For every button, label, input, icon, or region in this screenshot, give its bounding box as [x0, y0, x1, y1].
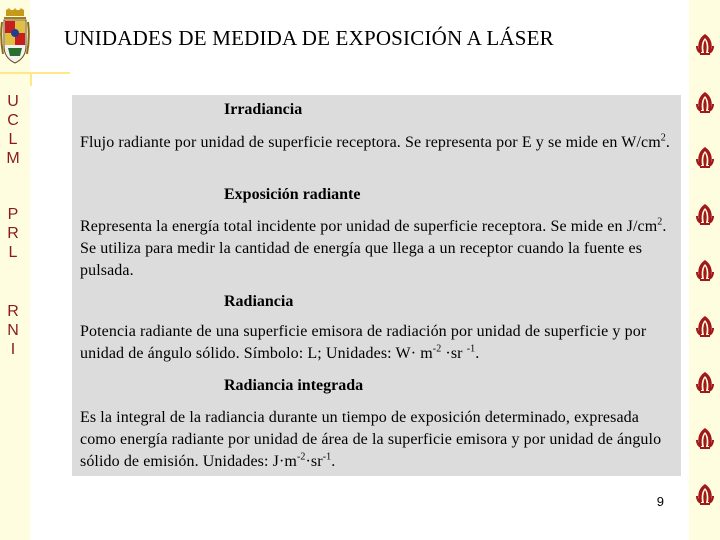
- fleur-ornament-icon: [693, 258, 717, 282]
- section-text-radiancia-integrada: Es la integral de la radiancia durante un tiempo de exposición determinado, expresada como energía radiante por unidad de área de la superficie emisora y por unidad de ángulo sólido de emisión. Unidades: $J\cdot m^{-2}\cdot sr^{-1}$.: [80, 409, 662, 470]
- acronym-letter: R: [7, 303, 19, 320]
- sidebar-acronym-ucl: [2, 92, 24, 168]
- title-divider-vertical: [30, 72, 32, 86]
- section-heading-radiancia: Radiancia: [224, 293, 294, 310]
- acronym-letter: L: [8, 131, 18, 148]
- section-text-radiancia: Potencia radiante de una superficie emisora de radiación por unidad de superficie y por unidad de ángulo sólido. Símbolo: L; Unidades: $W\cdot m^{-2} \cdot sr$ $^{-1}$.: [80, 323, 647, 362]
- title-divider: [0, 72, 70, 74]
- fleur-ornament-icon: [693, 90, 717, 114]
- acronym-letter: P: [7, 206, 19, 223]
- section-text-irradiancia: Flujo radiante por unidad de superficie receptora. Se representa por E y se mide en $W/cm^2$.: [80, 132, 670, 151]
- left-sidebar-strip: [0, 0, 30, 540]
- section-heading-radiancia-integrada: Radiancia integrada: [224, 377, 364, 394]
- page-title: UNIDADES DE MEDIDA DE EXPOSICIÓN A LÁSER: [64, 26, 554, 50]
- section-text-exposicion: Representa la energía total incidente por unidad de superficie receptora. Se mide en $J/cm^2$. Se utiliza para medir la cantidad de energía que llega a un receptor cuando la fuente es pulsada.: [80, 216, 667, 279]
- coat-of-arms-icon: [0, 8, 30, 70]
- section-heading-exposicion: Exposición radiante: [224, 186, 361, 203]
- acronym-letter: C: [7, 112, 19, 129]
- fleur-ornament-icon: [693, 314, 717, 338]
- page-number: 9: [656, 494, 664, 509]
- sidebar-acronym-prl: [2, 205, 24, 262]
- acronym-letter: I: [10, 341, 16, 358]
- acronym-letter: R: [7, 225, 19, 242]
- sidebar-acronym-rni: [2, 302, 24, 359]
- acronym-letter: L: [8, 244, 18, 261]
- acronym-letter: U: [7, 93, 19, 110]
- fleur-ornament-icon: [693, 145, 717, 169]
- acronym-letter: N: [7, 322, 19, 339]
- acronym-letter: M: [6, 150, 20, 167]
- section-heading-irradiancia: Irradiancia: [224, 101, 303, 118]
- fleur-ornament-icon: [693, 202, 717, 226]
- fleur-ornament-icon: [693, 32, 717, 56]
- fleur-ornament-icon: [693, 426, 717, 450]
- fleur-ornament-icon: [693, 370, 717, 394]
- fleur-ornament-icon: [693, 482, 717, 506]
